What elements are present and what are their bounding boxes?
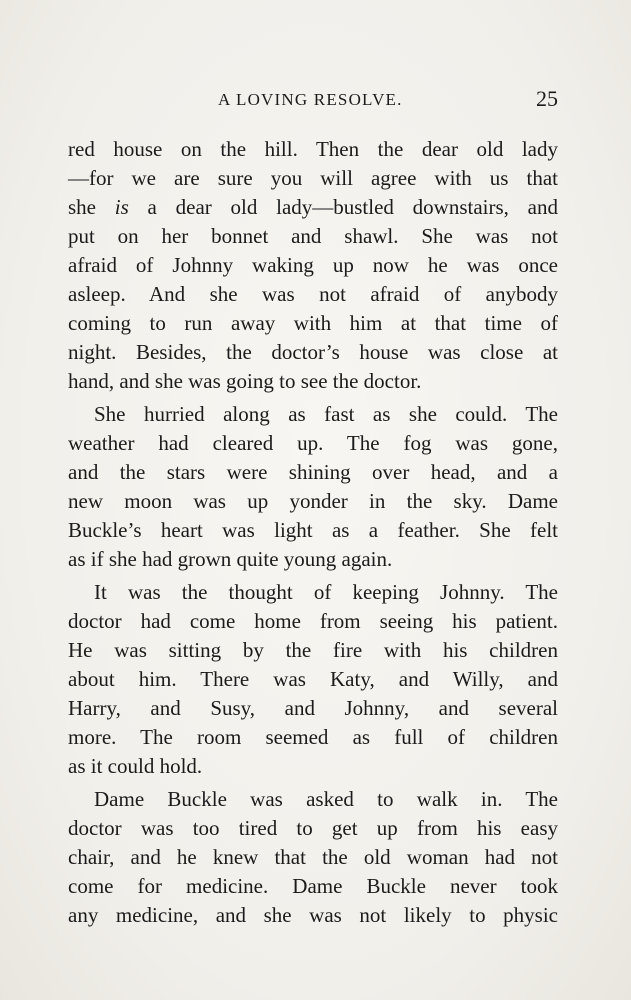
text-line: red house on the hill. Then the dear old lady: [68, 137, 558, 161]
emphasis-text: is: [114, 195, 129, 219]
text-line: Dame Buckle was asked to walk in. The: [94, 787, 558, 811]
text-line: doctor was too tired to get up from his easy: [68, 816, 558, 840]
text-line: and the stars were shining over head, and a: [68, 460, 558, 484]
text-line: She hurried along as fast as she could. The: [94, 402, 558, 426]
text-run: she: [68, 195, 115, 219]
text-line: —for we are sure you will agree with us that: [68, 166, 558, 190]
text-line: hand, and she was going to see the doctor.: [68, 369, 422, 393]
running-head: A LOVING RESOLVE.: [218, 90, 403, 109]
text-line: more. The room seemed as full of children: [68, 725, 558, 749]
paragraph: [68, 785, 558, 930]
text-line: Buckle’s heart was light as a feather. She felt: [68, 518, 558, 542]
body-text: [68, 135, 558, 930]
text-line: [68, 193, 558, 222]
page-number: 25: [536, 86, 558, 111]
text-line: night. Besides, the doctor’s house was close at: [68, 340, 558, 364]
text-line: any medicine, and she was not likely to physic: [68, 903, 558, 927]
text-line: It was the thought of keeping Johnny. The: [94, 580, 558, 604]
text-line: come for medicine. Dame Buckle never took: [68, 874, 558, 898]
text-line: chair, and he knew that the old woman had not: [68, 845, 558, 869]
paragraph: [68, 135, 558, 396]
text-line: new moon was up yonder in the sky. Dame: [68, 489, 558, 513]
paragraph: [68, 578, 558, 781]
paragraph: [68, 400, 558, 574]
text-line: as if she had grown quite young again.: [68, 547, 393, 571]
text-line: put on her bonnet and shawl. She was not: [68, 224, 558, 248]
text-line: He was sitting by the fire with his children: [68, 638, 558, 662]
text-line: coming to run away with him at that time of: [68, 311, 558, 335]
text-line: Harry, and Susy, and Johnny, and several: [68, 696, 558, 720]
text-line: as it could hold.: [68, 754, 203, 778]
text-line: weather had cleared up. The fog was gone,: [68, 431, 558, 455]
text-line: about him. There was Katy, and Willy, and: [68, 667, 558, 691]
text-line: afraid of Johnny waking up now he was once: [68, 253, 558, 277]
text-line: asleep. And she was not afraid of anybody: [68, 282, 558, 306]
text-run: a dear old lady—bustled downstairs, and: [128, 195, 559, 219]
text-line: doctor had come home from seeing his patient.: [68, 609, 558, 633]
page-header: [68, 86, 558, 116]
